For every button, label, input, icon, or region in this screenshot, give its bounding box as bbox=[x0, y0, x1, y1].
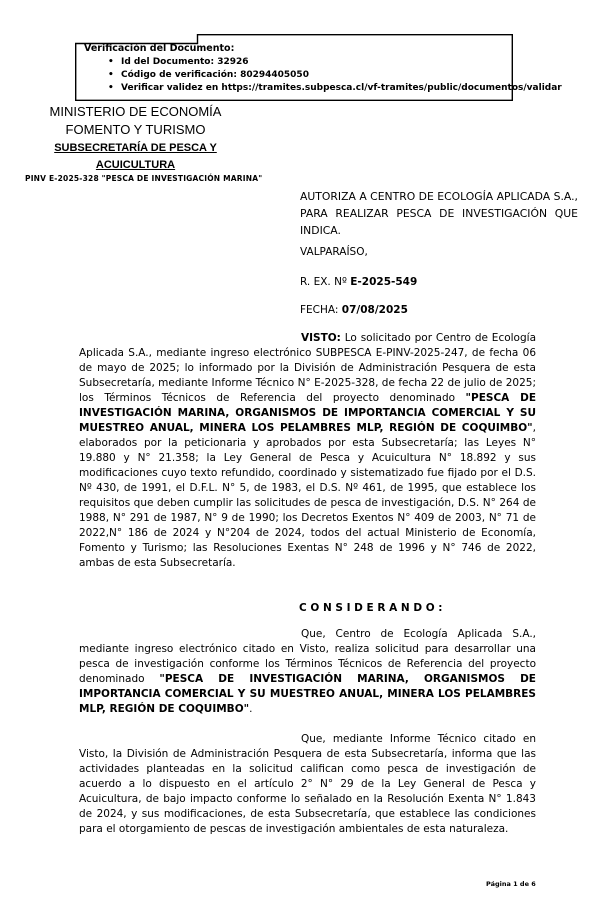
subsecretaria-line-1: SUBSECRETARÍA DE PESCA Y bbox=[54, 142, 217, 154]
considerando-heading: C O N S I D E R A N D O : bbox=[299, 602, 443, 614]
verification-box bbox=[75, 34, 562, 101]
verification-item-code bbox=[84, 69, 509, 82]
subsecretaria-title bbox=[18, 140, 253, 174]
considerando-paragraph-1 bbox=[79, 627, 536, 717]
subject-heading: AUTORIZA A CENTRO DE ECOLOGÍA APLICADA S.A., PARA REALIZAR PESCA DE INVESTIGACIÓN QUE INDICA. bbox=[300, 190, 578, 237]
project-reference: PINV E-2025-328 "PESCA DE INVESTIGACIÓN MARINA" bbox=[25, 174, 263, 183]
verification-item-id bbox=[84, 56, 509, 69]
bullet-icon: • bbox=[108, 70, 114, 80]
visto-label: VISTO: bbox=[301, 332, 341, 344]
page-number: Página 1 de 6 bbox=[486, 880, 536, 888]
visto-text-continued: , elaborados por la peticionaria y aprobados por esta Subsecretaría; las Leyes N° 19.880 y N° 21.358; la Ley General de Pesca y Acuicultura N° 18.892 y sus modificaciones cuyo texto refundido, coordinado y sistematizado fue fijado por el D.S. Nº 430, de 1991, el D.F.L. N° 5, de 1983, el D.S. Nº 461, de 1995, que establece los requisitos que deben cumplir las solicitudes de pesca de investigación, D.S. N° 264 de 1988, N° 291 de 1987, N° 9 de 1990; los Decretos Exentos N° 409 de 2003, N° 71 de 2022,N° 186 de 2024 y N°204 de 2024, todos del actual Ministerio de Economía, Fomento y Turismo; las Resoluciones Exentas N° 248 de 1996 y N° 746 de 2022, ambas de esta Subsecretaría. bbox=[79, 422, 536, 569]
project-name-bold: "PESCA DE INVESTIGACIÓN MARINA, ORGANISMOS DE IMPORTANCIA COMERCIAL Y SU MUESTREO ANUAL, MINERA LOS PELAMBRES MLP, REGIÓN DE COQUIMBO" bbox=[79, 673, 536, 715]
ministry-line-1: MINISTERIO DE ECONOMÍA bbox=[49, 104, 222, 119]
resolution-number-line bbox=[300, 276, 417, 288]
considerando-p1-period: . bbox=[249, 703, 253, 715]
verification-content bbox=[84, 42, 562, 95]
verification-item-id-text: Id del Documento: 32926 bbox=[121, 57, 249, 67]
bullet-icon: • bbox=[108, 83, 114, 93]
verification-item-code-text: Código de verificación: 80294405050 bbox=[121, 70, 309, 80]
subsecretaria-line-2: ACUICULTURA bbox=[95, 159, 176, 171]
considerando-p1-text: Que, Centro de Ecología Aplicada S.A., mediante ingreso electrónico citado en Visto, realiza solicitud para desarrollar una pesca de investigación conforme los Términos Técnicos de Referencia del proyecto denominado bbox=[79, 628, 536, 685]
verification-title: Verificación del Documento: bbox=[84, 43, 235, 54]
resolution-number: E-2025-549 bbox=[350, 276, 418, 288]
date-line bbox=[300, 304, 408, 316]
project-name-bold: "PESCA DE INVESTIGACIÓN MARINA, ORGANISMOS DE IMPORTANCIA COMERCIAL Y SU MUESTREO ANUAL, MINERA LOS PELAMBRES MLP, REGIÓN DE COQUIMBO" bbox=[79, 392, 536, 434]
considerando-paragraph-2: Que, mediante Informe Técnico citado en Visto, la División de Administración Pesquera de esta Subsecretaría, informa que las actividades planteadas en la solicitud califican como pesca de investigación de acuerdo a lo dispuesto en el artículo 2° N° 29 de la Ley General de Pesca y Acuicultura, de bajo impacto conforme lo señalado en la Resolución Exenta N° 1.843 de 2024, y sus modificaciones, de esta Subsecretaría, que establece las condiciones para el otorgamiento de pescas de investigación ambientales de esta naturaleza. bbox=[79, 733, 536, 835]
verification-item-url bbox=[84, 82, 562, 95]
date-value: 07/08/2025 bbox=[341, 304, 408, 316]
resolution-label: R. EX. Nº bbox=[300, 276, 351, 288]
bullet-icon: • bbox=[108, 57, 114, 67]
visto-text: Lo solicitado por Centro de Ecología Aplicada S.A., mediante ingreso electrónico SUBPESCA E-PINV-2025-247, de fecha 06 de mayo de 2025; lo informado por la División de Administración Pesquera de esta Subsecretaría, mediante Informe Técnico N° E-2025-328, de fecha 22 de julio de 2025; los Términos Técnicos de Referencia del proyecto denominado bbox=[79, 332, 536, 404]
ministry-letterhead bbox=[18, 103, 253, 139]
date-label: FECHA: bbox=[300, 304, 342, 316]
ministry-line-2: FOMENTO Y TURISMO bbox=[65, 122, 206, 137]
visto-paragraph bbox=[79, 331, 536, 571]
city-line: VALPARAÍSO, bbox=[300, 246, 368, 258]
verification-item-url-text: Verificar validez en https://tramites.subpesca.cl/vf-tramites/public/documentos/validar bbox=[121, 83, 562, 93]
